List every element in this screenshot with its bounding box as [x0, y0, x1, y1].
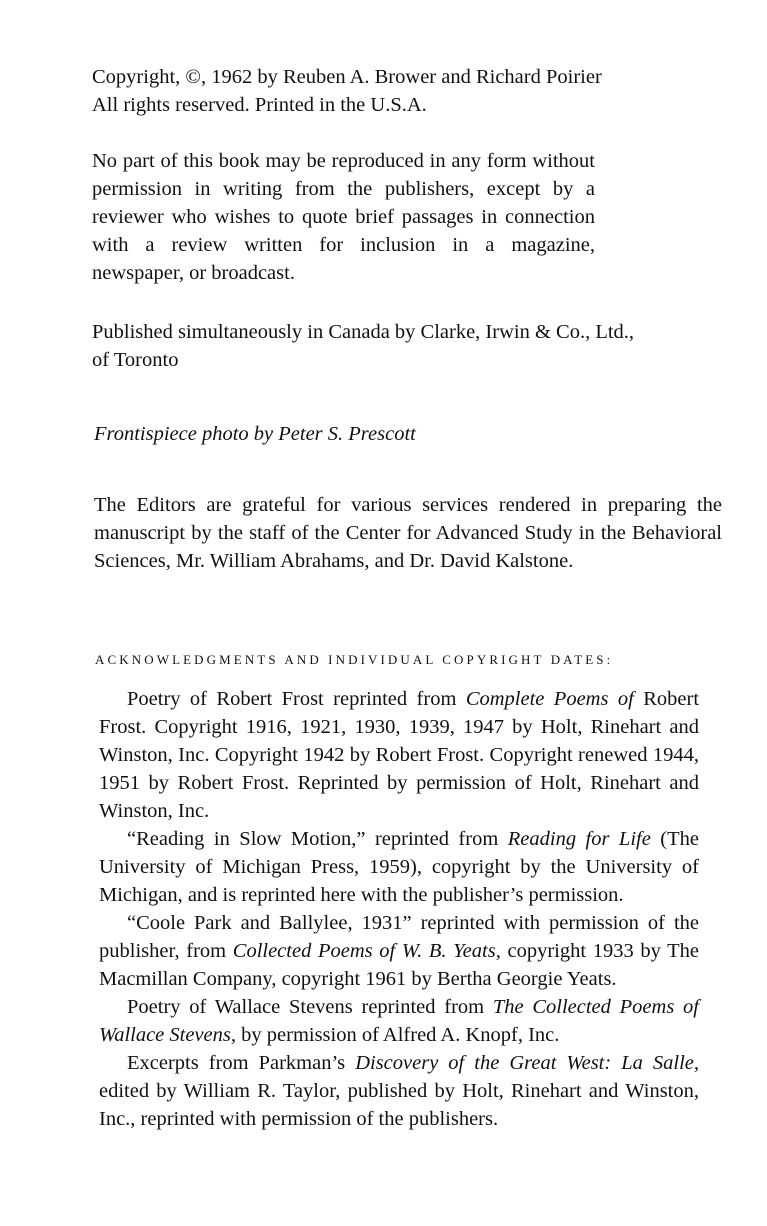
toronto-line: of Toronto: [92, 349, 179, 371]
copyright-block: [92, 63, 732, 119]
ack-entry: Excerpts from Parkman’s Discovery of the Great West: La Salle, edited by William R. Taylor, published by Holt, Rinehart and Winston, Inc., reprinted with permission of the publishers.: [99, 1052, 700, 1130]
ack-entry: Poetry of Robert Frost reprinted from Complete Poems of Robert Frost. Copyright 1916, 1921, 1930, 1939, 1947 by Holt, Rinehart and Winston, Inc. Copyright 1942 by Robert Frost. Copyright renewed 1944, 1951 by Robert Frost. Reprinted by permission of Holt, Rinehart and Winston, Inc.: [99, 688, 700, 822]
canada-line: Published simultaneously in Canada by Clarke, Irwin & Co., Ltd.,: [92, 321, 635, 343]
ack-entry: Poetry of Wallace Stevens reprinted from The Collected Poems of Wallace Stevens, by permission of Alfred A. Knopf, Inc.: [99, 996, 699, 1046]
rights-line: All rights reserved. Printed in the U.S.A.: [92, 94, 427, 116]
ack-entry: “Coole Park and Ballylee, 1931” reprinted with permission of the publisher, from Collected Poems of W. B. Yeats, copyright 1933 by The Macmillan Company, copyright 1961 by Bertha Georgie Yeats.: [99, 912, 700, 990]
copyright-line: Copyright, ©, 1962 by Reuben A. Brower and Richard Poirier: [92, 66, 602, 88]
ack-entry: “Reading in Slow Motion,” reprinted from Reading for Life (The University of Michigan Press, 1959), copyright by the University of Michigan, and is reprinted here with the publisher’s permission.: [99, 828, 699, 906]
editors-thanks: The Editors are grateful for various services rendered in preparing the manuscript by the staff of the Center for Advanced Study in the Behavioral Sciences, Mr. William Abrahams, and Dr. David Kalstone.: [94, 494, 722, 572]
frontispiece-text: Frontispiece photo by Peter S. Prescott: [94, 423, 416, 445]
acknowledgments-heading: ACKNOWLEDGMENTS AND INDIVIDUAL COPYRIGHT DATES:: [95, 652, 614, 667]
reproduction-notice: No part of this book may be reproduced in any form without permission in writing from the publishers, except by a reviewer who wishes to quote brief passages in connection with a review written for inclusion in a magazine, newspaper, or broadcast.: [92, 150, 595, 284]
canada-notice: [92, 318, 752, 374]
acknowledgments-list: [99, 685, 699, 1133]
frontispiece-credit: [94, 420, 694, 448]
